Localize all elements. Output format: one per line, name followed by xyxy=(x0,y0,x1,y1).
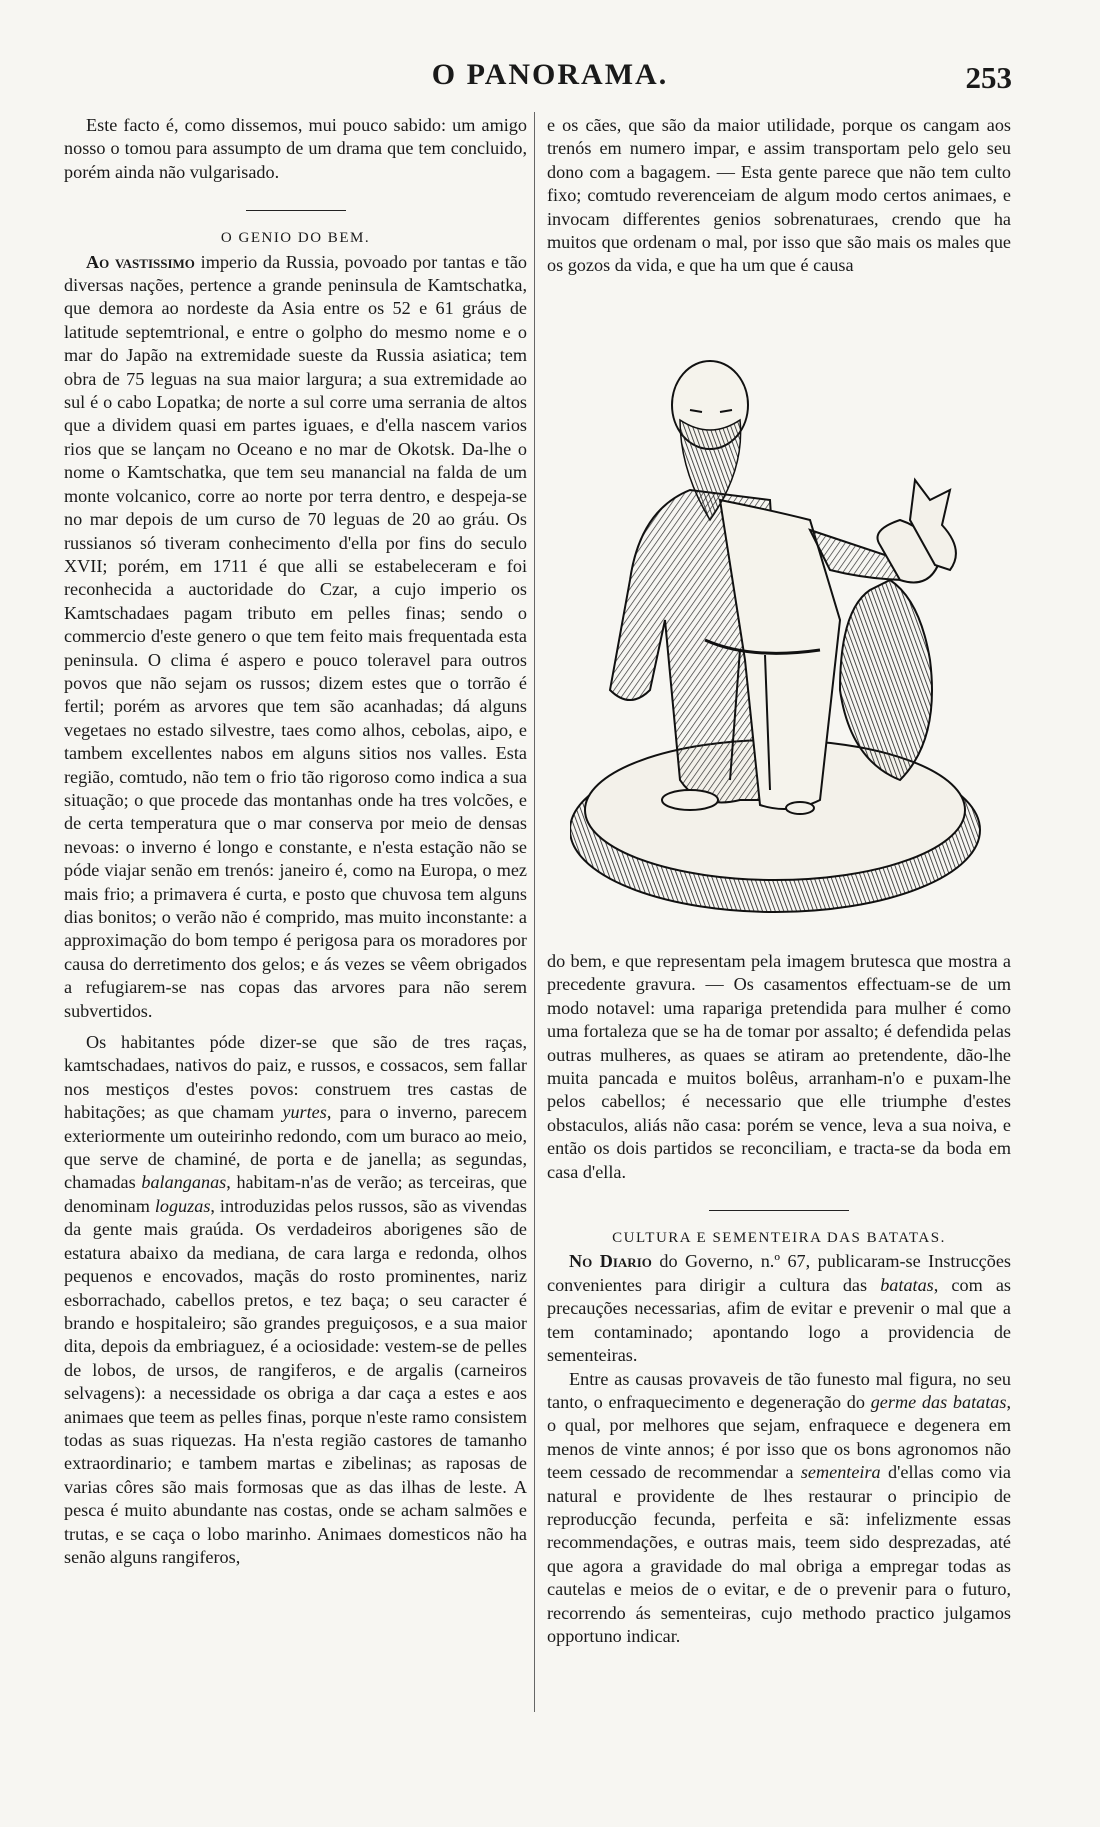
s2p1-text-b: , com as precauções necessarias, afim de evitar e prevenir o mal que a tem contaminado; apontando logo a providencia de sementeiras. xyxy=(547,1274,1012,1366)
right-column-top xyxy=(547,114,1011,278)
article-paragraph-1 xyxy=(64,251,527,1023)
term-balanganas: balanganas xyxy=(141,1172,227,1193)
section2-paragraph-1 xyxy=(547,1250,1011,1367)
section2-title: CULTURA E SEMENTEIRA DAS BATATAS. xyxy=(612,1230,946,1247)
s2p2-text-b: , o qual, por melhores que sejam, enfraquece e degenera em menos de vinte annos; é por isso que os bons agronomos não teem cessado de recommendar a xyxy=(547,1391,1011,1483)
s2p2-text-c: d'ellas como via natural e providente de lhes restaurar o principio de reproducção fecunda, perfeita e sã: infelizmente essas recommendações, e outras mais, teem sido desprezadas, até que agora a gravidade do mal obriga a empregar todas as cautelas e meios de o evitar, e de o prevenir para o futuro, recorrendo ás sementeiras, cujo methodo practico julgamos opportuno indicar. xyxy=(547,1462,1012,1646)
term-batatas: batatas xyxy=(880,1274,934,1295)
section2-lead-words: No Diario xyxy=(569,1251,652,1272)
left-column xyxy=(64,114,527,1569)
p2-text-3: , habitam-n'as de verão; as terceiras, que denominam xyxy=(64,1172,527,1216)
article-paragraph-2 xyxy=(64,1031,527,1569)
running-title: O PANORAMA. xyxy=(431,58,669,91)
engraving-figure xyxy=(570,360,1000,930)
term-loguzas: loguzas xyxy=(154,1195,211,1216)
section-rule-2 xyxy=(709,1210,849,1211)
intro-paragraph: Este facto é, como dissemos, mui pouco sabido: um amigo nosso o tomou para assumpto de um drama que tem concluido, porém ainda não vulgarisado. xyxy=(64,115,527,182)
article-lead-words: Ao vastissimo xyxy=(86,251,195,272)
column-divider xyxy=(534,112,535,1712)
genio-do-bem-engraving xyxy=(570,360,1000,930)
article-title: O GENIO DO BEM. xyxy=(220,230,371,247)
s2p1-text-a: do Governo, n.º 67, publicaram-se Instrucções convenientes para dirigir a cultura das xyxy=(547,1251,1011,1295)
continuation-bottom: do bem, e que representam pela imagem brutesca que mostra a precedente gravura. — Os casamentos effectuam-se de um modo notavel: uma rapariga pretendida para mulher é como uma fortaleza que se ha de tomar por assalto; é defendida pelas outras mulheres, as quaes se atiram ao pretendente, dão-lhe muita pancada e muitos bolêus, arranham-n'o e puxam-lhe pelos cabellos; é necessario que elle triumphe d'estes obstaculos, aliás não casa: porém se vence, leva a sua noiva, e então os dois partidos se reconciliam, e tracta-se da boda em casa d'ella. xyxy=(547,951,1011,1182)
s2p2-text-a: Entre as causas provaveis de tão funesto mal figura, no seu tanto, o enfraquecimento e degeneração do xyxy=(547,1368,1011,1412)
p2-text-4: , introduzidas pelos russos, são as vivendas da gente mais graúda. Os verdadeiros aborigenes são de estatura abaixo da mediana, de cara larga e redonda, olhos pequenos e encovados, maçãs do rosto prominentes, nariz esborrachado, cabellos pretos, e tez baça; o seu caracter é brando e hospitaleiro; são grandes preguiçosos, e a sua maior dita, depois da embriaguez, é a ociosidade: vestem-se de pelles de lobos, de ursos, de rangiferos, e de argalis (carneiros selvagens): a necessidade os obriga a dar caça a estes e aos animaes que teem as pelles finas, porque n'este ramo consistem todas as suas riquezas. Ha n'esta região castores de tamanho extraordinario; e tambem martas e zibelinas; as raposas de varias côres são mais formosas que as das ilhas de leste. A pesca é muito abundante nas costas, onde se acham salmões e trutas, e se caça o lobo marinho. Animaes domesticos não ha senão alguns rangiferos, xyxy=(64,1195,527,1567)
p2-text-1: Os habitantes póde dizer-se que são de tres raças, kamtschadaes, nativos do paiz, e russos, e cossacos, sem fallar nos mestiços d'estes povos: construem tres castas de habitações; as que chamam xyxy=(64,1032,527,1123)
section2-paragraph-2 xyxy=(547,1368,1011,1649)
p2-text-2: , para o inverno, parecem exteriormente um outeirinho redondo, com um buraco ao meio, que serve de chaminé, de porta e de janella; as segundas, chamadas xyxy=(64,1102,527,1193)
term-yurtes: yurtes xyxy=(282,1102,327,1123)
page-number: 253 xyxy=(965,60,1012,95)
right-column-bottom xyxy=(547,950,1011,1648)
article-paragraph-1-text: imperio da Russia, povoado por tantas e tão diversas nações, pertence a grande peninsula de Kamtschatka, que demora ao nordeste da Asia entre os 52 e 61 gráus de latitude septemtrional, e entre o golpho do mesmo nome e o mar do Japão na extremidade sueste da Russia asiatica; tem obra de 75 leguas na sua maior largura; a sua extremidade ao sul é o cabo Lopatka; de norte a sul corre uma serrania de altos que a dividem quasi em partes iguaes, e d'ella nascem varios rios que se lançam no Oceano e no mar de Okotsk. Da-lhe o nome o Kamtschatka, que tem seu manancial na falda de um monte volcanico, corre ao norte por terra dentro, e despeja-se no mar depois de um curso de 70 leguas de 20 ao gráu. Os russianos só tiveram conhecimento d'ella por fins do seculo XVII; porém, em 1711 é que alli se estabeleceram e foi reconhecida a auctoridade do Czar, a cujo imperio os Kamtschadaes pagam tributo em pelles finas; sendo o commercio d'este genero o que tem feito mais frequentada esta peninsula. O clima é aspero e pouco toleravel para outros povos que não sejam os russos; dizem estes que o torrão é fertil; porém as arvores que tem são acanhadas; dá alguns vegetaes no estado silvestre, taes como alhos, cebolas, aipo, e tambem excellentes nabos em alguns sitios nos valles. Esta região, comtudo, não tem o frio tão rigoroso como indica a sua situação; o que procede das montanhas onde ha tres volcões, e de certa temperatura que o mar conserva por meio de densas nevoas: o inverno é longo e constante, e n'esta estação não se póde viajar senão em trenós: janeiro é, como na Europa, o mez mais frio; a primavera é curta, e posto que chuvosa tem alguns dias bonitos; o verão não é comprido, mas muito inconstante: a approximação do bom tempo é perigosa para os moradores por causa do derretimento dos gelos; e ás vezes se vêem obrigados a refugiarem-se nas copas das arvores para não serem subvertidos. xyxy=(64,251,527,1021)
term-sementeira: sementeira xyxy=(800,1462,881,1483)
section-rule xyxy=(246,210,346,211)
continuation-top: e os cães, que são da maior utilidade, porque os cangam aos trenós em numero impar, e assim transportam pelo gelo seu dono com a bagagem. — Esta gente parece que não tem culto fixo; comtudo reverenceiam de algum modo certos animaes, e invocam differentes genios sobrenaturaes, crendo que ha muitos que ordenam o mal, por isso que são mais os males que os gozos da vida, e que ha um que é causa xyxy=(547,115,1011,276)
term-germe: germe das batatas xyxy=(870,1391,1007,1412)
